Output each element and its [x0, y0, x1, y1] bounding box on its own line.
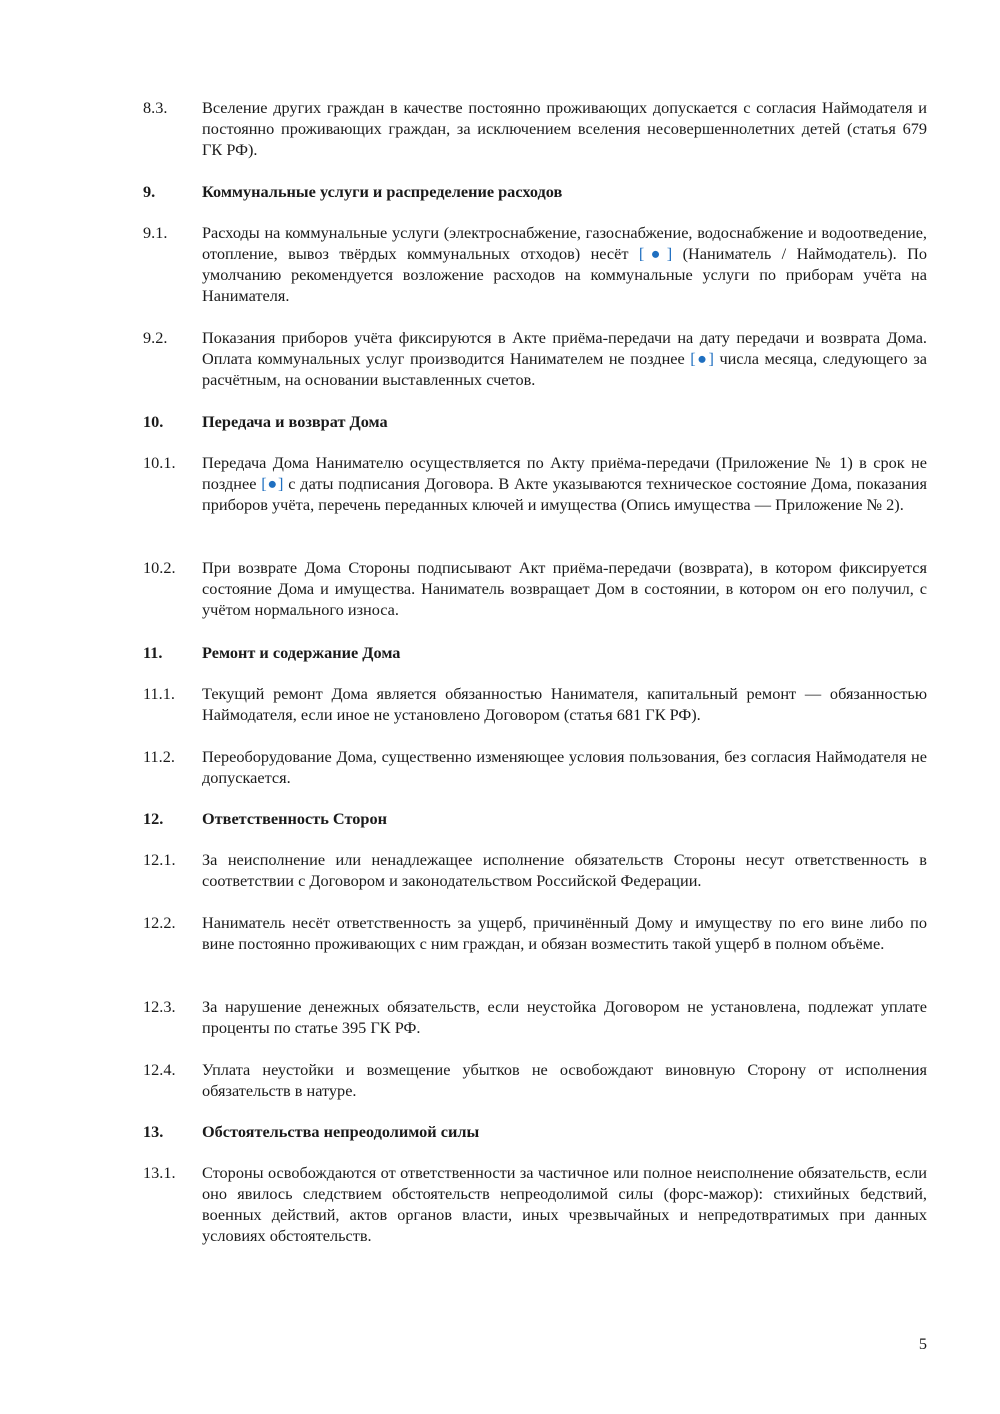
clause-text [202, 327, 927, 390]
clause-number: 12.1. [143, 850, 176, 869]
clause-text [202, 97, 927, 160]
clause-number: 8.3. [143, 98, 168, 117]
clause [143, 996, 927, 1038]
clause-number: 12.2. [143, 913, 176, 932]
clause [143, 222, 927, 306]
placeholder-field[interactable]: [●] [690, 349, 714, 368]
clause-text-part: Стороны освобождаются от ответственности за частичное или полное неисполнение обязательств, если оно явилось следствием обстоятельств непреодолимой силы (форс-мажор): стихийных бедствий, военных действий, актов органов власти, иных чрезвычайных и непредотвратимых при данных условиях обстоятельств. [202, 1163, 927, 1245]
placeholder-field[interactable]: [●] [638, 244, 673, 263]
clause-text [202, 746, 927, 788]
clause-text [202, 912, 927, 954]
section-heading [143, 411, 927, 432]
clause-text-part: При возврате Дома Стороны подписывают Акт приёма-передачи (возврата), в котором фиксируется состояние Дома и имущества. Наниматель возвращает Дом в состоянии, в котором он его получил, с учётом нормального износа. [202, 558, 927, 619]
section-title: Передача и возврат Дома [202, 412, 388, 431]
clause-text-part: Передача Дома Нанимателю осуществляется по Акту приёма-передачи (Приложение № 1) в срок не позднее [202, 453, 927, 493]
section-title: Ремонт и содержание Дома [202, 643, 401, 662]
clause-number: 9.1. [143, 223, 168, 242]
section-number: 12. [143, 809, 164, 828]
clause-text-part: За неисполнение или ненадлежащее исполнение обязательств Стороны несут ответственность в соответствии с Договором и законодательством Российской Федерации. [202, 850, 927, 890]
clause [143, 327, 927, 390]
clause-text-part: Наниматель несёт ответственность за ущерб, причинённый Дому и имуществу по его вине либо по вине постоянно проживающих с ним граждан, и обязан возместить такой ущерб в полном объёме. [202, 913, 927, 953]
clause-text [202, 849, 927, 891]
clause-text [202, 1162, 927, 1246]
clause-text-part: Переоборудование Дома, существенно изменяющее условия пользования, без согласия Наймодателя не допускается. [202, 747, 927, 787]
clause [143, 97, 927, 160]
clause-text-part: Уплата неустойки и возмещение убытков не освобождают виновную Сторону от исполнения обязательств в натуре. [202, 1060, 927, 1100]
clause-text-part: (Наниматель / Наймодатель). По умолчанию рекомендуется возложение расходов на коммунальные услуги по приборам учёта на Нанимателя. [202, 244, 927, 305]
section-heading [143, 181, 927, 202]
clause-text [202, 452, 927, 515]
clause-text-part: Показания приборов учёта фиксируются в Акте приёма-передачи на дату передачи и возврата Дома. Оплата коммунальных услуг производится Нанимателем не позднее [202, 328, 927, 368]
clause-number: 13.1. [143, 1163, 176, 1182]
clause-text-part: с даты подписания Договора. В Акте указываются техническое состояние Дома, показания приборов учёта, перечень переданных ключей и имущества (Опись имущества — Приложение № 2). [202, 474, 927, 514]
clause-number: 10.2. [143, 558, 176, 577]
clause [143, 1162, 927, 1246]
clause-text [202, 557, 927, 620]
clause [143, 683, 927, 725]
clause-number: 11.2. [143, 747, 175, 766]
clause-number: 12.4. [143, 1060, 176, 1079]
clause-number: 12.3. [143, 997, 176, 1016]
clause-text-part: числа месяца, следующего за расчётным, на основании выставленных счетов. [202, 349, 927, 389]
clause-text-part: Расходы на коммунальные услуги (электроснабжение, газоснабжение, водоснабжение и водоотведение, отопление, вывоз твёрдых коммунальных отходов) несёт [202, 223, 927, 263]
clause-text [202, 1059, 927, 1101]
section-number: 11. [143, 643, 163, 662]
clause [143, 1059, 927, 1101]
clause [143, 746, 927, 788]
section-number: 13. [143, 1122, 164, 1141]
section-heading [143, 1121, 927, 1142]
section-title: Ответственность Сторон [202, 809, 387, 828]
clause-text [202, 222, 927, 306]
section-number: 10. [143, 412, 164, 431]
clause-text-part: Вселение других граждан в качестве постоянно проживающих допускается с согласия Наймодателя и постоянно проживающих граждан, за исключением вселения несовершеннолетних детей (статья 679 ГК РФ). [202, 98, 927, 159]
section-title: Обстоятельства непреодолимой силы [202, 1122, 480, 1141]
section-heading [143, 642, 927, 663]
clause-number: 9.2. [143, 328, 168, 347]
clause-text [202, 683, 927, 725]
clause [143, 557, 927, 620]
section-heading [143, 808, 927, 829]
clause [143, 849, 927, 891]
clause-number: 10.1. [143, 453, 176, 472]
clause-text-part: За нарушение денежных обязательств, если неустойка Договором не установлена, подлежат уплате проценты по статье 395 ГК РФ. [202, 997, 927, 1037]
placeholder-field[interactable]: [●] [261, 474, 284, 493]
clause [143, 912, 927, 954]
page-number: 5 [918, 1334, 927, 1353]
clause [143, 452, 927, 515]
clause-text [202, 996, 927, 1038]
clause-text-part: Текущий ремонт Дома является обязанностью Нанимателя, капитальный ремонт — обязанностью Наймодателя, если иное не установлено Договором (статья 681 ГК РФ). [202, 684, 927, 724]
clause-number: 11.1. [143, 684, 175, 703]
section-number: 9. [143, 182, 156, 201]
section-title: Коммунальные услуги и распределение расходов [202, 182, 563, 201]
